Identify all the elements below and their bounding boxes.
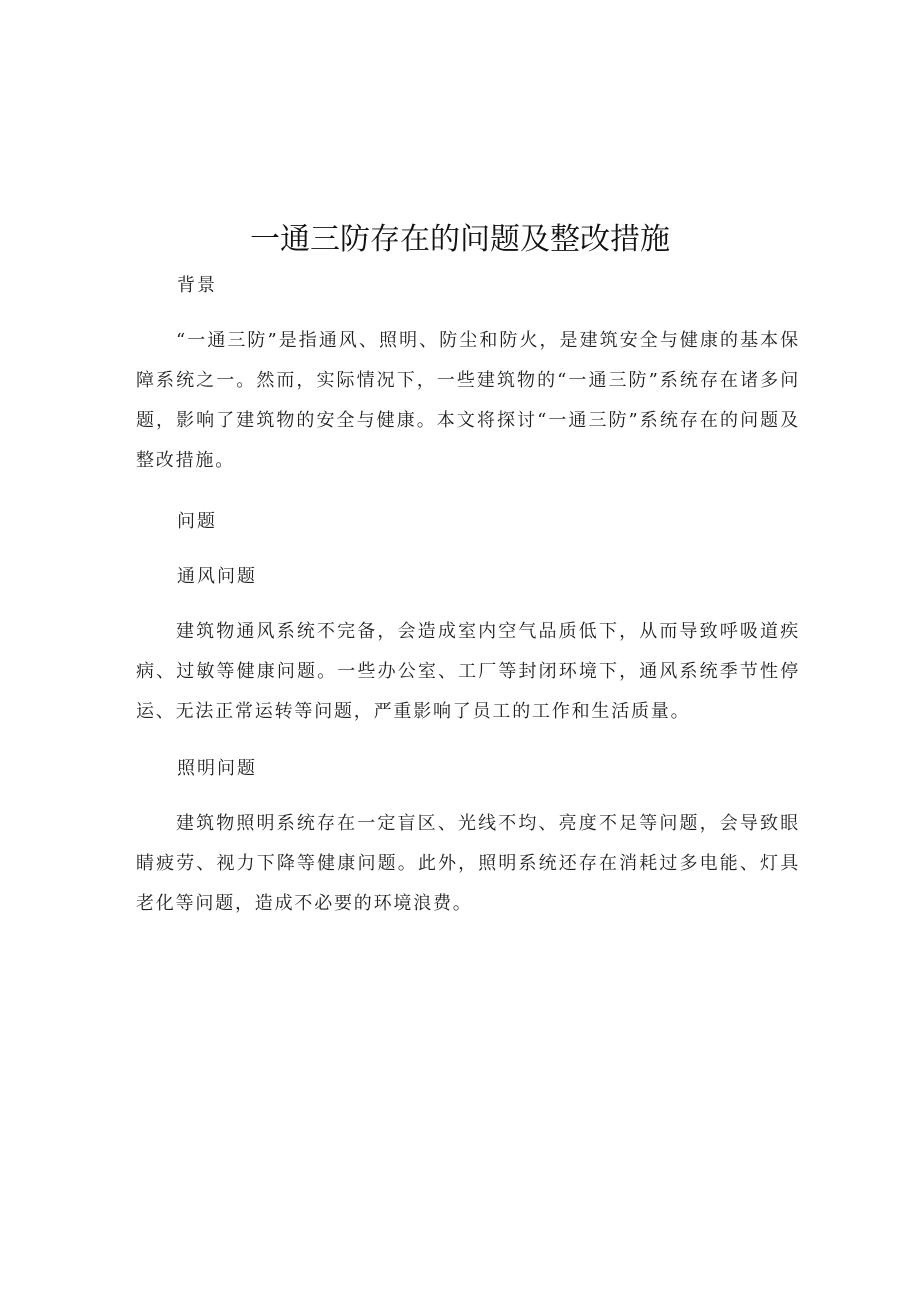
section-heading-problems: 问题 — [177, 511, 217, 532]
section-heading-lighting: 照明问题 — [177, 758, 257, 779]
paragraph-ventilation: 建筑物通风系统不完备，会造成室内空气品质低下，从而导致呼吸道疾病、过敏等健康问题。一些办公室、工厂等封闭环境下，通风系统季节性停运、无法正常运转等问题，严重影响了员工的工作和生活质量。 — [136, 621, 800, 722]
paragraph-lighting: 建筑物照明系统存在一定盲区、光线不均、亮度不足等问题，会导致眼睛疲劳、视力下降等健康问题。此外，照明系统还存在消耗过多电能、灯具老化等问题，造成不必要的环境浪费。 — [136, 813, 800, 914]
section-heading-ventilation: 通风问题 — [177, 566, 257, 587]
section-heading-background: 背景 — [177, 275, 217, 296]
paragraph-background: “一通三防”是指通风、照明、防尘和防火，是建筑安全与健康的基本保障系统之一。然而，实际情况下，一些建筑物的“一通三防”系统存在诸多问题，影响了建筑物的安全与健康。本文将探讨“一通三防”系统存在的问题及整改措施。 — [136, 330, 800, 471]
document-title: 一通三防存在的问题及整改措施 — [250, 222, 670, 257]
